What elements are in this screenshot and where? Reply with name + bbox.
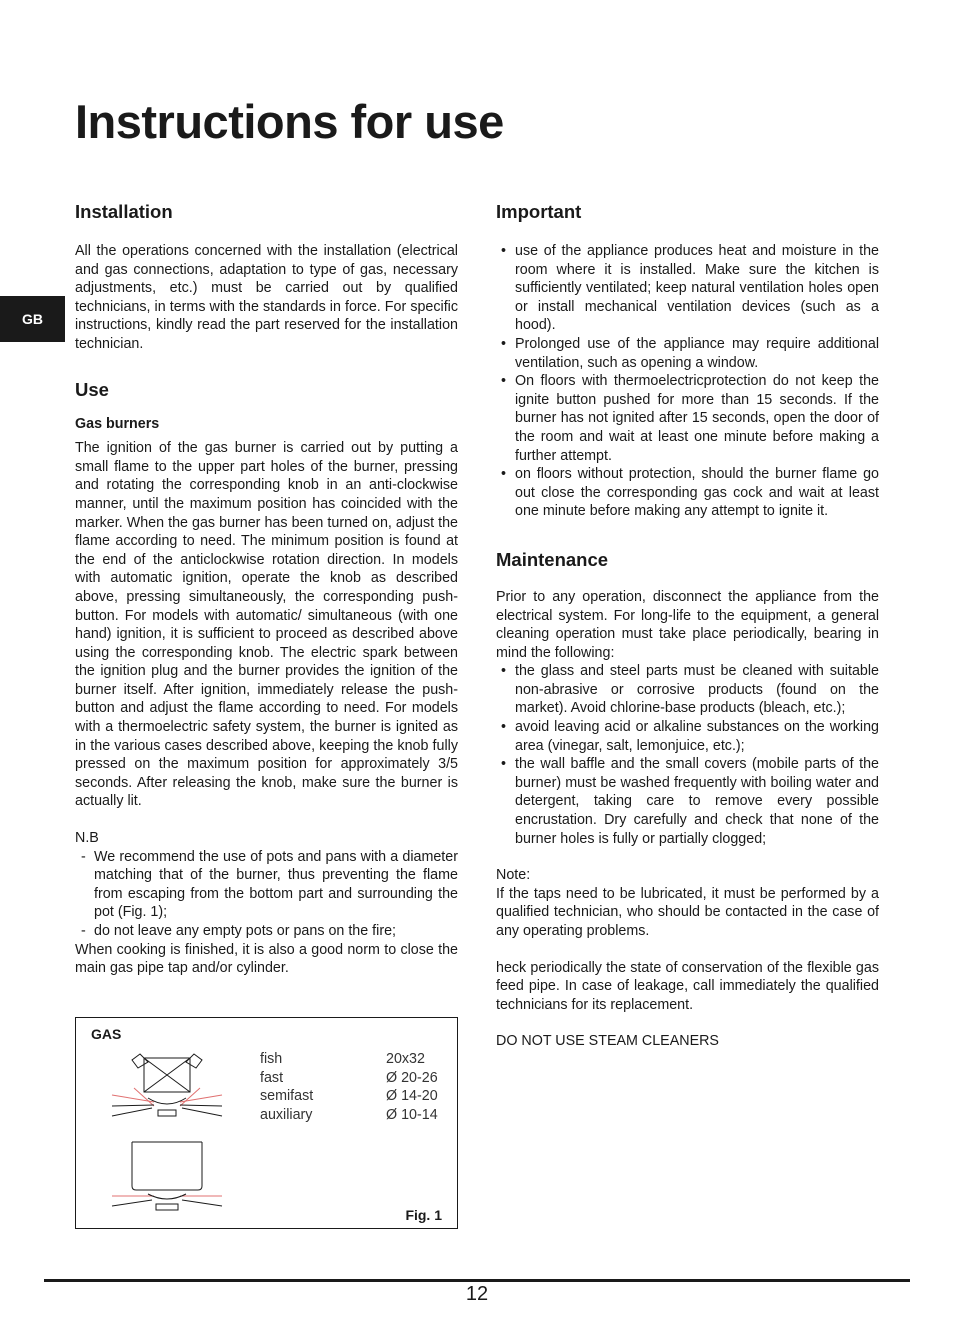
installation-text: All the operations concerned with the installation (electrical and gas connections, adaptation to type of gas, necessary adjustments, etc.) must be carried out by qualified technicians, in terms with the standards in force. For specific instructions, kindly read the part reserved for the installation technician. — [75, 243, 458, 352]
maintenance-list — [496, 662, 879, 848]
table-row — [260, 1069, 438, 1088]
installation-heading: Installation — [75, 201, 173, 222]
list-item: • Prolonged use of the appliance may require additional ventilation, such as opening a window. — [496, 335, 879, 372]
page-title: Instructions for use — [75, 95, 504, 148]
list-item: • avoid leaving acid or alkaline substances on the working area (vinegar, salt, lemonjuice, etc.); — [496, 718, 879, 755]
nb-list — [75, 848, 458, 941]
maintenance-intro: Prior to any operation, disconnect the appliance from the electrical system. For long-life to the equipment, a general cleaning operation must take place periodically, bearing in mind the following: — [496, 588, 879, 661]
steam-cleaner-warning: DO NOT USE STEAM CLEANERS — [496, 1033, 719, 1050]
pan-size: Ø 10-14 — [386, 1106, 438, 1123]
burner-name: auxiliary — [260, 1106, 313, 1123]
list-item: - We recommend the use of pots and pans with a diameter matching that of the burner, thus preventing the flame from escaping from the bottom part and surrounding the pot (Fig. 1); — [75, 848, 458, 922]
list-item: • on floors without protection, should the burner flame go out close the corresponding gas cock and wait at least one minute before making any attempt to ignite it. — [496, 465, 879, 521]
list-item: • the glass and steel parts must be cleaned with suitable non-abrasive or corrosive products (found on the market). Avoid chlorine-base products (bleach, etc.); — [496, 662, 879, 718]
right-column — [496, 200, 879, 1051]
maintenance-heading: Maintenance — [496, 548, 609, 570]
pipe-text: heck periodically the state of conservation of the flexible gas feed pipe. In case of leakage, call immediately the qualified technicians for its replacement. — [496, 959, 879, 1013]
pan-size-table — [260, 1050, 438, 1124]
table-row — [260, 1050, 438, 1069]
burner-name: semifast — [260, 1088, 314, 1105]
burner-pan-diagram — [104, 1048, 234, 1218]
closing-text: When cooking is finished, it is also a good norm to close the main gas pipe tap and/or cylinder. — [75, 941, 458, 977]
list-item: • the wall baffle and the small covers (mobile parts of the burner) must be washed frequently with boiling water and detergent, taking care to remove every possible encrustation. Dry carefully and check that none of the burner holes is fully or partially clogged; — [496, 755, 879, 848]
page-number: 12 — [465, 1283, 489, 1305]
pan-size: Ø 20-26 — [386, 1069, 438, 1086]
table-row — [260, 1087, 438, 1106]
important-list — [496, 242, 879, 521]
list-item: - do not leave any empty pots or pans on the fire; — [75, 922, 458, 941]
note-text: If the taps need to be lubricated, it must be performed by a qualified technician, who should be contacted in the case of any operating problems. — [496, 885, 879, 939]
note-label: Note: — [496, 867, 531, 884]
use-heading: Use — [75, 378, 109, 400]
list-item: • use of the appliance produces heat and moisture in the room where it is installed. Make sure the kitchen is sufficiently ventilated; keep natural ventilation holes open or install mechanical ventilation devices (such as a hood). — [496, 242, 879, 335]
left-column — [75, 200, 458, 978]
figure-1 — [75, 1017, 458, 1229]
pan-size: 20x32 — [386, 1051, 425, 1067]
language-tab: GB — [0, 296, 65, 342]
list-item: • On floors with thermoelectricprotection do not keep the ignite button pushed for more than 15 seconds. If the burner has not ignited after 15 seconds, open the door of the room and wait at least one minute before making a further attempt. — [496, 372, 879, 465]
figure-title: GAS — [91, 1026, 122, 1042]
burner-name: fish — [260, 1051, 283, 1067]
figure-caption: Fig. 1 — [405, 1207, 442, 1223]
footer-rule — [44, 1279, 910, 1282]
important-heading: Important — [496, 201, 582, 222]
gas-burners-subheading: Gas burners — [75, 415, 160, 432]
table-row — [260, 1106, 438, 1125]
pan-size: Ø 14-20 — [386, 1088, 438, 1105]
nb-label: N.B — [75, 830, 99, 847]
burner-name: fast — [260, 1069, 284, 1086]
use-text: The ignition of the gas burner is carried out by putting a small flame to the upper part holes of the burner, pressing and rotating the corresponding knob in an anti-clockwise manner, until the maximum position has coincided with the marker. When the gas burner has been turned on, adjust the flame according to need. The minimum position is found at the end of the anticlockwise rotation direction. In models with automatic ignition, operate the knob as described above, pressing simultaneously, the corresponding push-button. For models with automatic/ simultaneous (with one hand) ignition, it is sufficient to proceed as described above using the corresponding knob. The electric spark between the ignition plug and the burner provides the ignition of the burner itself. After ignition, immediately release the push-button and adjust the flame according to need. For models with a thermoelectric safety system, the burner is ignited as in the various cases described above, keeping the knob fully pressed on the maximum position for approximately 3/5 seconds. After releasing the knob, make sure the burner is actually lit. — [75, 440, 458, 810]
